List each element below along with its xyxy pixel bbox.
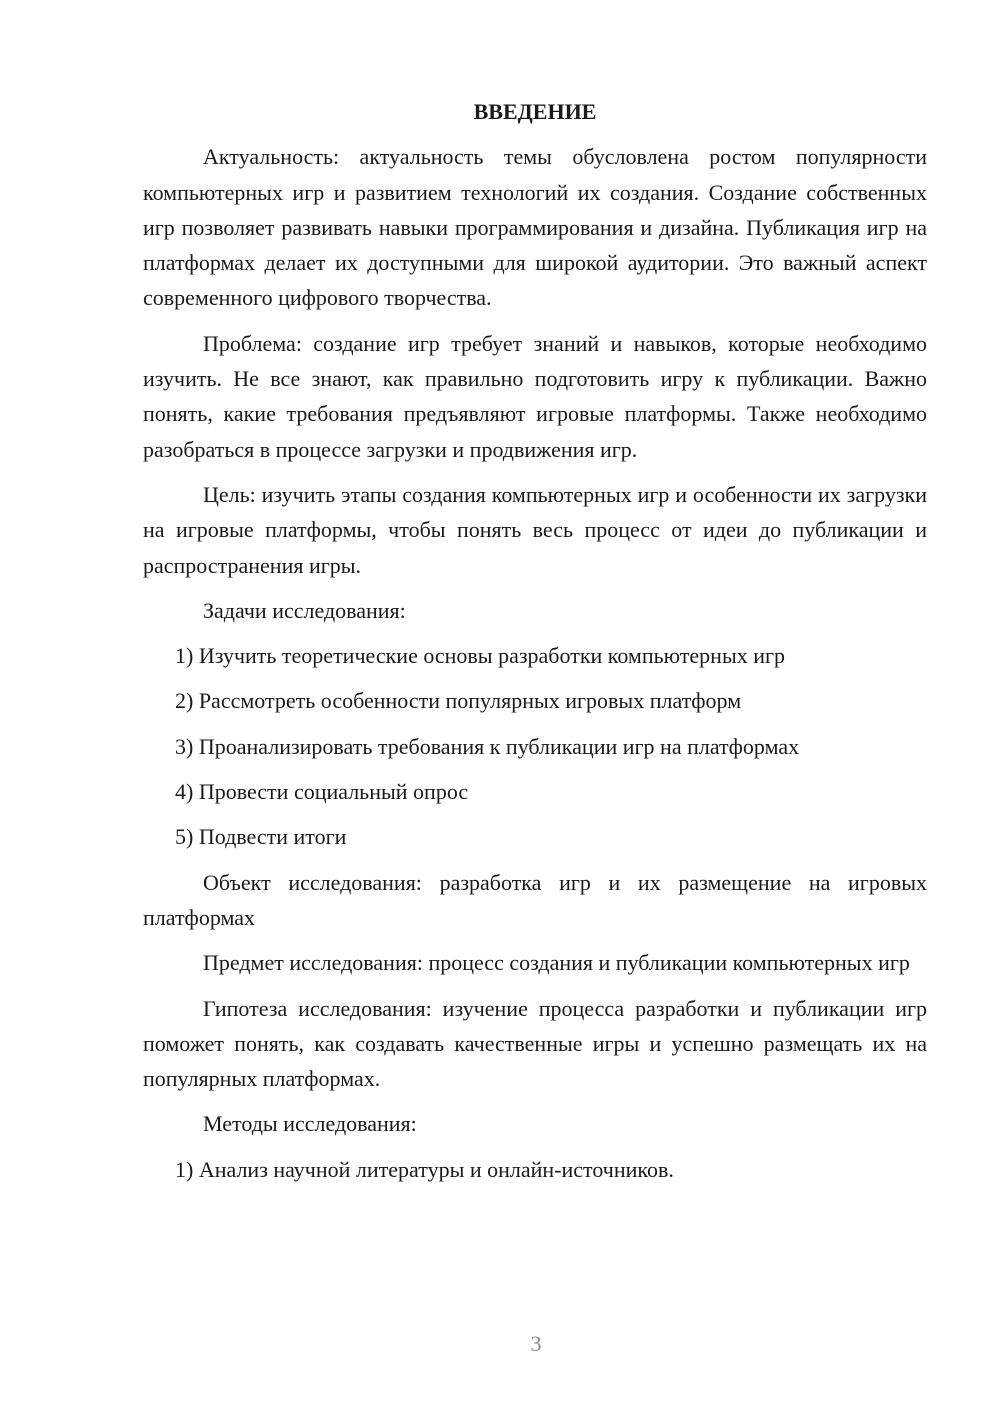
methods-title: Методы исследования:: [203, 1111, 417, 1137]
problem-paragraph: Проблема: создание игр требует знаний и навыков, которые необходимо изучить. Не все знают, как правильно подготовить игру к публикации. Важно понять, какие требования предъявляют игровые платформы. Также необходимо разобраться в процессе загрузки и продвижения игр.: [143, 330, 927, 462]
task-item-1: 1) Изучить теоретические основы разработки компьютерных игр: [175, 643, 786, 669]
goal-paragraph: Цель: изучить этапы создания компьютерных игр и особенности их загрузки на игровые платформы, чтобы понять весь процесс от идеи до публикации и распространения игры.: [143, 481, 927, 578]
object-paragraph: Объект исследования: разработка игр и их размещение на игровых платформах: [143, 869, 927, 930]
subject-paragraph: Предмет исследования: процесс создания и публикации компьютерных игр: [203, 950, 910, 976]
method-item-1: 1) Анализ научной литературы и онлайн-источников.: [175, 1156, 674, 1182]
tasks-title: Задачи исследования:: [203, 597, 406, 623]
hypothesis-paragraph: Гипотеза исследования: изучение процесса разработки и публикации игр поможет понять, как создавать качественные игры и успешно размещать их на популярных платформах.: [143, 995, 927, 1092]
task-item-4: 4) Провести социальный опрос: [175, 779, 469, 805]
task-item-5: 5) Подвести итоги: [175, 824, 347, 850]
section-heading: ВВЕДЕНИЕ: [473, 99, 597, 124]
task-item-2: 2) Рассмотреть особенности популярных игровых платформ: [175, 688, 742, 714]
task-item-3: 3) Проанализировать требования к публикации игр на платформах: [175, 733, 800, 759]
relevance-paragraph: Актуальность: актуальность темы обусловлена ростом популярности компьютерных игр и развитием технологий их создания. Создание собственных игр позволяет развивать навыки программирования и дизайна. Публикация игр на платформах делает их доступными для широкой аудитории. Это важный аспект современного цифрового творчества.: [143, 144, 927, 311]
page-number: 3: [530, 1331, 542, 1356]
page-content: [143, 94, 927, 1197]
